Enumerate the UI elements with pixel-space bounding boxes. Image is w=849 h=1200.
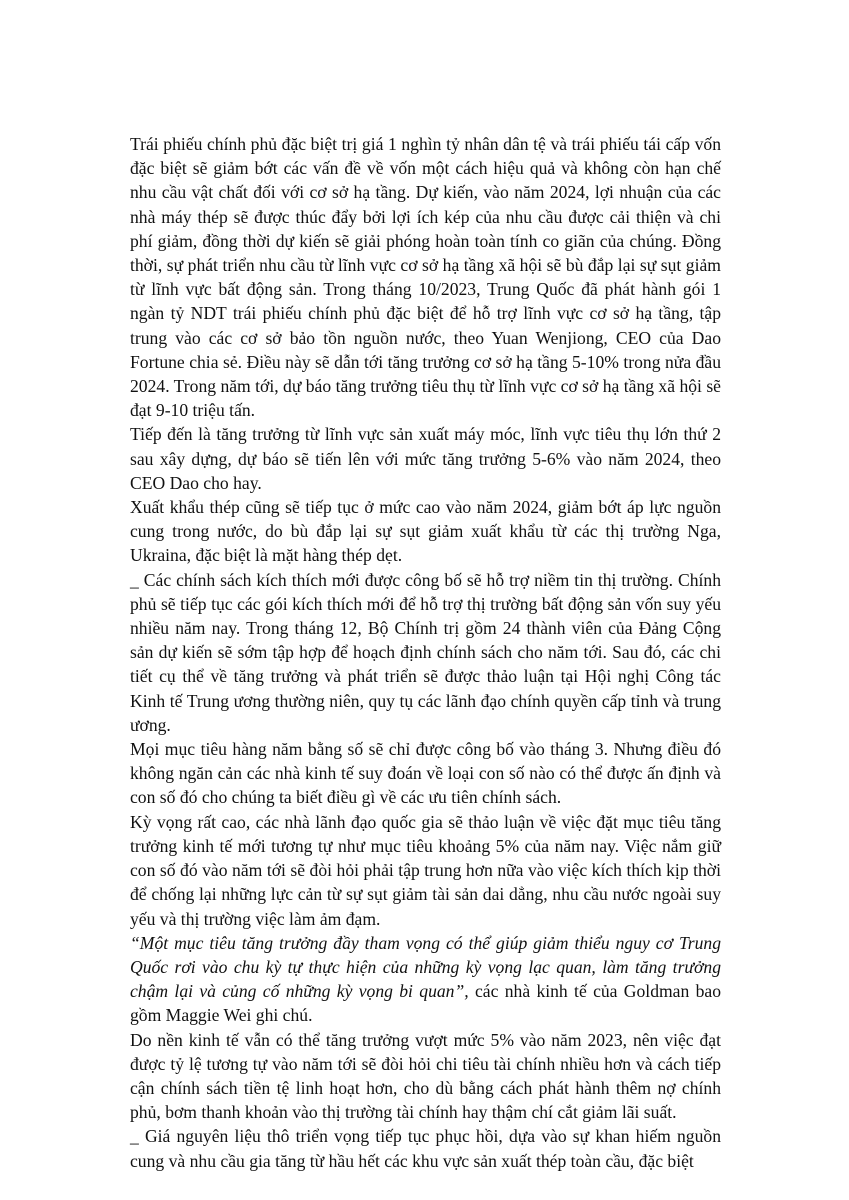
paragraph-annual-targets: Mọi mục tiêu hàng năm bằng số sẽ chỉ được công bố vào tháng 3. Nhưng điều đó không ngăn cản các nhà kinh tế suy đoán về loại con số nào có thể được ấn định và con số đó cho chúng ta biết điều gì về các ưu tiên chính sách. [130,739,721,808]
paragraph-goldman-quote [130,931,721,1028]
document-body [130,132,721,1173]
paragraph-stimulus-policy: _ Các chính sách kích thích mới được công bố sẽ hỗ trợ niềm tin thị trường. Chính phủ sẽ tiếp tục các gói kích thích mới để hỗ trợ thị trường bất động sản vốn suy yếu nhiều năm nay. Trong tháng 12, Bộ Chính trị gồm 24 thành viên của Đảng Cộng sản dự kiến sẽ sớm tập hợp để hoạch định chính sách cho năm tới. Sau đó, các chi tiết cụ thể về tăng trưởng và phát triển sẽ được thảo luận tại Hội nghị Công tác Kinh tế Trung ương thường niên, quy tụ các lãnh đạo chính quyền cấp tỉnh và trung ương. [130,569,721,735]
paragraph-growth-target: Kỳ vọng rất cao, các nhà lãnh đạo quốc gia sẽ thảo luận về việc đặt mục tiêu tăng trưởng kinh tế mới tương tự như mục tiêu khoảng 5% của năm nay. Việc nắm giữ con số đó vào năm tới sẽ đòi hỏi phải tập trung hơn nữa vào việc kích thích kịp thời để chống lại những lực cản từ sự sụt giảm tài sản dai dẳng, nhu cầu nước ngoài suy yếu và thị trường việc làm ảm đạm. [130,811,721,929]
paragraph-infrastructure: Trái phiếu chính phủ đặc biệt trị giá 1 nghìn tỷ nhân dân tệ và trái phiếu tái cấp vốn đặc biệt sẽ giảm bớt các vấn đề về vốn một cách hiệu quả và không còn hạn chế nhu cầu vật chất đối với cơ sở hạ tầng. Dự kiến, vào năm 2024, lợi nhuận của các nhà máy thép sẽ được thúc đẩy bởi lợi ích kép của nhu cầu được cải thiện và chi phí giảm, đồng thời dự kiến sẽ giải phóng hoàn toàn tính co giãn của chúng. Đồng thời, sự phát triển nhu cầu từ lĩnh vực cơ sở hạ tầng xã hội sẽ bù đắp lại sự sụt giảm từ lĩnh vực bất động sản. Trong tháng 10/2023, Trung Quốc đã phát hành gói 1 ngàn tỷ NDT trái phiếu chính phủ đặc biệt để hỗ trợ lĩnh vực cơ sở hạ tầng, tập trung vào các cơ sở bảo tồn nguồn nước, theo Yuan Wenjiong, CEO của Dao Fortune chia sẻ. Điều này sẽ dẫn tới tăng trưởng cơ sở hạ tầng 5-10% trong nửa đầu 2024. Trong năm tới, dự báo tăng trưởng tiêu thụ từ lĩnh vực cơ sở hạ tầng xã hội sẽ đạt 9-10 triệu tấn. [130,134,721,421]
paragraph-fiscal-spending: Do nền kinh tế vẫn có thể tăng trưởng vượt mức 5% vào năm 2023, nên việc đạt được tỷ lệ tương tự vào năm tới sẽ đòi hỏi chi tiêu tài chính nhiều hơn và cách tiếp cận chính sách tiền tệ linh hoạt hơn, cho dù bằng cách phát hành thêm nợ chính phủ, bơm thanh khoản vào thị trường tài chính hay thậm chí cắt giảm lãi suất. [130,1029,721,1123]
quote-attribution: các nhà kinh tế của Goldman bao gồm Maggie Wei ghi chú. [130,981,722,1026]
paragraph-machinery: Tiếp đến là tăng trưởng từ lĩnh vực sản xuất máy móc, lĩnh vực tiêu thụ lớn thứ 2 sau xây dựng, dự báo sẽ tiến lên với mức tăng trưởng 5-6% vào năm 2024, theo CEO Dao cho hay. [130,424,721,493]
quote-text: “Một mục tiêu tăng trưởng đầy tham vọng có thể giúp giảm thiểu nguy cơ Trung Quốc rơi vào chu kỳ tự thực hiện của những kỳ vọng lạc quan, làm tăng trưởng chậm lại và củng cố những kỳ vọng bi quan”, [130,932,721,1002]
paragraph-steel-export: Xuất khẩu thép cũng sẽ tiếp tục ở mức cao vào năm 2024, giảm bớt áp lực nguồn cung trong nước, do bù đắp lại sự sụt giảm xuất khẩu từ các thị trường Nga, Ukraina, đặc biệt là mặt hàng thép dẹt. [130,497,721,566]
paragraph-raw-materials: _ Giá nguyên liệu thô triển vọng tiếp tục phục hồi, dựa vào sự khan hiếm nguồn cung và nhu cầu gia tăng từ hầu hết các khu vực sản xuất thép toàn cầu, đặc biệt [130,1126,721,1171]
